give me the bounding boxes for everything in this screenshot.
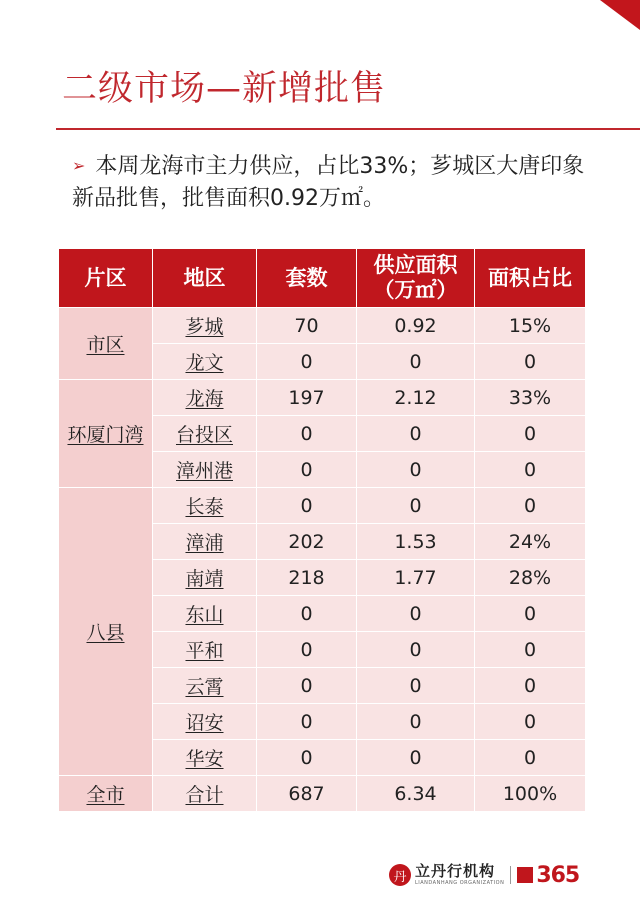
area-label: 漳州港 — [175, 460, 233, 482]
area-label: 诏安 — [185, 712, 224, 734]
units-cell: 0 — [257, 596, 357, 632]
supply-cell: 0 — [357, 488, 475, 524]
supply-cell: 0 — [357, 344, 475, 380]
area-cell — [153, 308, 257, 344]
header-units: 套数 — [257, 249, 357, 308]
region-label: 环厦门湾 — [67, 424, 144, 446]
table-header-row — [59, 249, 586, 308]
share-cell: 24% — [475, 524, 586, 560]
share-cell: 15% — [475, 308, 586, 344]
units-cell: 70 — [257, 308, 357, 344]
area-label: 芗城 — [185, 316, 224, 338]
region-cell — [59, 308, 153, 380]
units-cell: 0 — [257, 344, 357, 380]
region-label: 八县 — [86, 622, 125, 644]
supply-cell: 0 — [357, 452, 475, 488]
area-label: 龙海 — [185, 388, 224, 410]
units-cell: 0 — [257, 632, 357, 668]
units-cell: 0 — [257, 452, 357, 488]
area-cell — [153, 380, 257, 416]
region-cell — [59, 488, 153, 776]
share-cell: 0 — [475, 452, 586, 488]
supply-cell: 0 — [357, 416, 475, 452]
share-cell: 0 — [475, 344, 586, 380]
brand-square-icon — [517, 867, 533, 883]
area-label: 合计 — [185, 784, 224, 806]
area-cell — [153, 560, 257, 596]
area-cell — [153, 596, 257, 632]
table-row — [59, 488, 586, 524]
header-area: 地区 — [153, 249, 257, 308]
table-row — [59, 776, 586, 812]
area-cell — [153, 668, 257, 704]
org-name: 立丹行机构 — [415, 862, 496, 880]
units-cell: 197 — [257, 380, 357, 416]
supply-cell: 1.77 — [357, 560, 475, 596]
area-cell — [153, 344, 257, 380]
supply-cell: 6.34 — [357, 776, 475, 812]
table-row — [59, 308, 586, 344]
title-divider — [56, 128, 640, 130]
header-share: 面积占比 — [475, 249, 586, 308]
area-cell — [153, 740, 257, 776]
bullet-arrow-icon: ➢ — [72, 156, 86, 175]
logo-divider — [510, 866, 511, 884]
supply-cell: 0 — [357, 632, 475, 668]
area-label: 云霄 — [185, 676, 224, 698]
table-body — [59, 308, 586, 812]
units-cell: 202 — [257, 524, 357, 560]
region-label: 全市 — [86, 784, 125, 806]
footer-logo — [389, 862, 579, 888]
area-cell — [153, 488, 257, 524]
share-cell: 0 — [475, 596, 586, 632]
brand-number: 365 — [536, 862, 580, 888]
units-cell: 0 — [257, 740, 357, 776]
area-label: 漳浦 — [185, 532, 224, 554]
area-cell — [153, 416, 257, 452]
region-cell — [59, 380, 153, 488]
org-subtitle: LIANDANHANG ORGANIZATION — [415, 880, 505, 886]
region-label: 市区 — [86, 334, 125, 356]
supply-cell: 0 — [357, 704, 475, 740]
corner-accent — [600, 0, 640, 30]
header-region: 片区 — [59, 249, 153, 308]
units-cell: 218 — [257, 560, 357, 596]
area-label: 东山 — [185, 604, 224, 626]
intro-paragraph — [72, 150, 602, 215]
area-cell — [153, 776, 257, 812]
area-cell — [153, 524, 257, 560]
supply-cell: 1.53 — [357, 524, 475, 560]
area-cell — [153, 704, 257, 740]
share-cell: 28% — [475, 560, 586, 596]
supply-cell: 0 — [357, 596, 475, 632]
share-cell: 0 — [475, 740, 586, 776]
page-title: 二级市场—新增批售 — [62, 69, 387, 109]
area-label: 平和 — [185, 640, 224, 662]
units-cell: 687 — [257, 776, 357, 812]
share-cell: 100% — [475, 776, 586, 812]
units-cell: 0 — [257, 668, 357, 704]
supply-cell: 2.12 — [357, 380, 475, 416]
share-cell: 33% — [475, 380, 586, 416]
area-label: 华安 — [185, 748, 224, 770]
area-label: 南靖 — [185, 568, 224, 590]
header-supply: 供应面积（万㎡） — [357, 249, 475, 308]
area-label: 龙文 — [185, 352, 224, 374]
share-cell: 0 — [475, 704, 586, 740]
area-cell — [153, 452, 257, 488]
share-cell: 0 — [475, 668, 586, 704]
supply-cell: 0 — [357, 668, 475, 704]
supply-table — [58, 248, 586, 812]
table-row — [59, 380, 586, 416]
units-cell: 0 — [257, 416, 357, 452]
share-cell: 0 — [475, 488, 586, 524]
units-cell: 0 — [257, 704, 357, 740]
area-cell — [153, 632, 257, 668]
supply-cell: 0 — [357, 740, 475, 776]
area-label: 长泰 — [185, 496, 224, 518]
region-cell — [59, 776, 153, 812]
units-cell: 0 — [257, 488, 357, 524]
area-label: 台投区 — [175, 424, 233, 446]
share-cell: 0 — [475, 416, 586, 452]
supply-cell: 0.92 — [357, 308, 475, 344]
share-cell: 0 — [475, 632, 586, 668]
seal-icon: 丹 — [389, 864, 411, 886]
intro-text: 本周龙海市主力供应，占比33%；芗城区大唐印象新品批售，批售面积0.92万㎡。 — [72, 154, 585, 211]
